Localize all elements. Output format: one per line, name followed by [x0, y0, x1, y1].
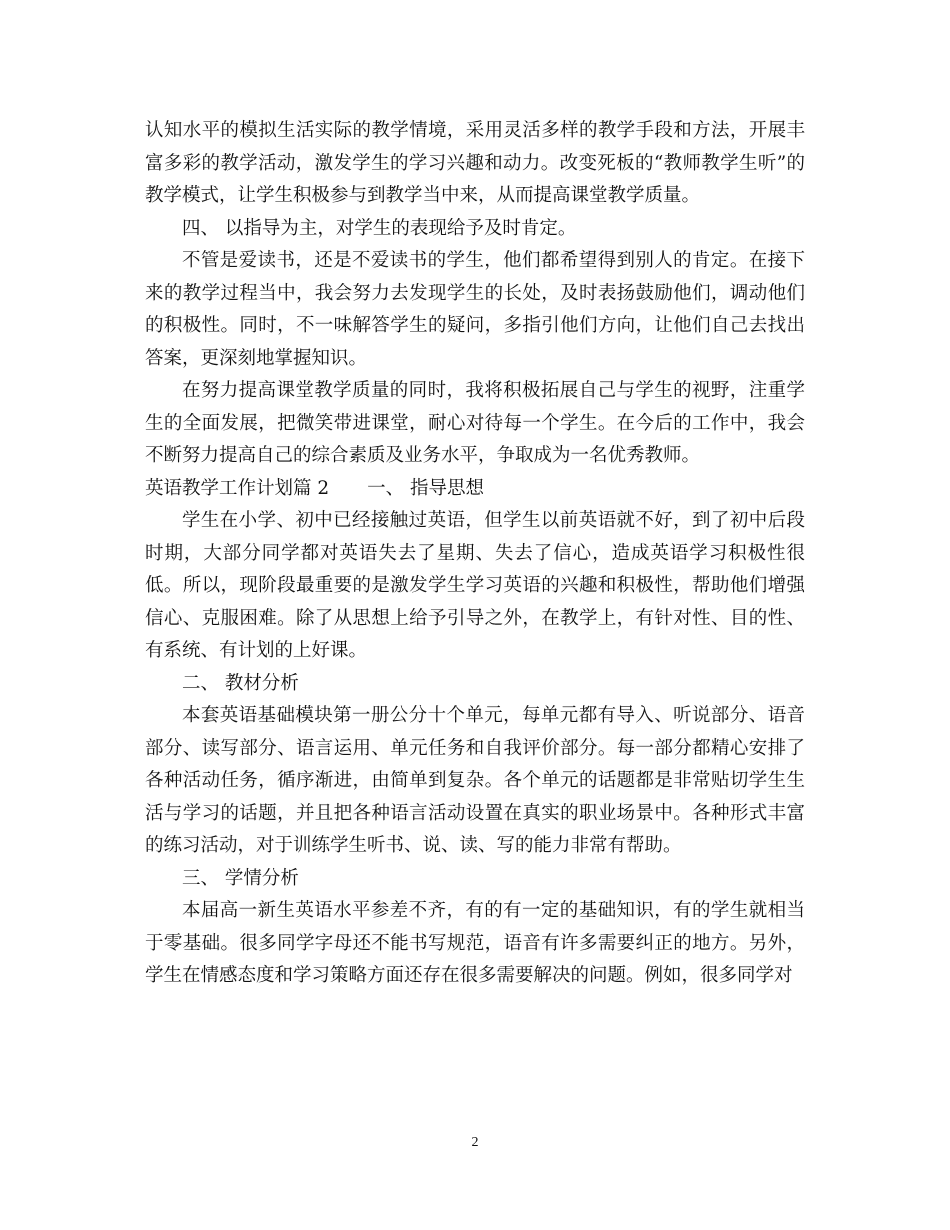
section-title: 英语教学工作计划篇 2	[145, 477, 330, 499]
paragraph-4: 学生在小学、初中已经接触过英语，但学生以前英语就不好，到了初中后段时期，大部分同学都对英语失去了星期、失去了信心，造成英语学习积极性很低。所以，现阶段最重要的是激发学生学习英语的兴趣和积极性，帮助他们增强信心、克服困难。除了从思想上给予引导之外，在教学上，有针对性、目的性、有系统、有计划的上好课。	[145, 510, 805, 661]
heading-three: 三、 学情分析	[182, 867, 299, 889]
paragraph-6: 本届高一新生英语水平参差不齐，有的有一定的基础知识，有的学生就相当于零基础。很多同学字母还不能书写规范，语音有许多需要纠正的地方。另外，学生在情感态度和学习策略方面还存在很多需要解决的问题。例如，很多同学对	[145, 900, 805, 986]
paragraph-5: 本套英语基础模块第一册公分十个单元，每单元都有导入、听说部分、语音部分、读写部分、语言运用、单元任务和自我评价部分。每一部分都精心安排了各种活动任务，循序渐进，由简单到复杂。各个单元的话题都是非常贴切学生生活与学习的话题，并且把各种语言活动设置在真实的职业场景中。各种形式丰富的练习活动，对于训练学生听书、说、读、写的能力非常有帮助。	[145, 705, 805, 856]
paragraph-heading-four: 四、 以指导为主，对学生的表现给予及时肯定。	[182, 217, 577, 239]
document-body	[145, 115, 805, 993]
section-heading-one: 一、 指导思想	[367, 477, 485, 499]
heading-two: 二、 教材分析	[182, 672, 299, 694]
section-title-line	[145, 473, 805, 506]
paragraph-2: 不管是爱读书，还是不爱读书的学生，他们都希望得到别人的肯定。在接下来的教学过程当中，我会努力去发现学生的长处，及时表扬鼓励他们，调动他们的积极性。同时，不一味解答学生的疑问，多指引他们方向，让他们自己去找出答案，更深刻地掌握知识。	[145, 250, 805, 369]
paragraph-1: 认知水平的模拟生活实际的教学情境，采用灵活多样的教学手段和方法，开展丰富多彩的教学活动，激发学生的学习兴趣和动力。改变死板的“教师教学生听”的教学模式，让学生积极参与到教学当中来，从而提高课堂教学质量。	[145, 120, 805, 206]
paragraph-3: 在努力提高课堂教学质量的同时，我将积极拓展自己与学生的视野，注重学生的全面发展，把微笑带进课堂，耐心对待每一个学生。在今后的工作中，我会不断努力提高自己的综合素质及业务水平，争取成为一名优秀教师。	[145, 380, 805, 466]
page-number: 2	[471, 1135, 479, 1150]
